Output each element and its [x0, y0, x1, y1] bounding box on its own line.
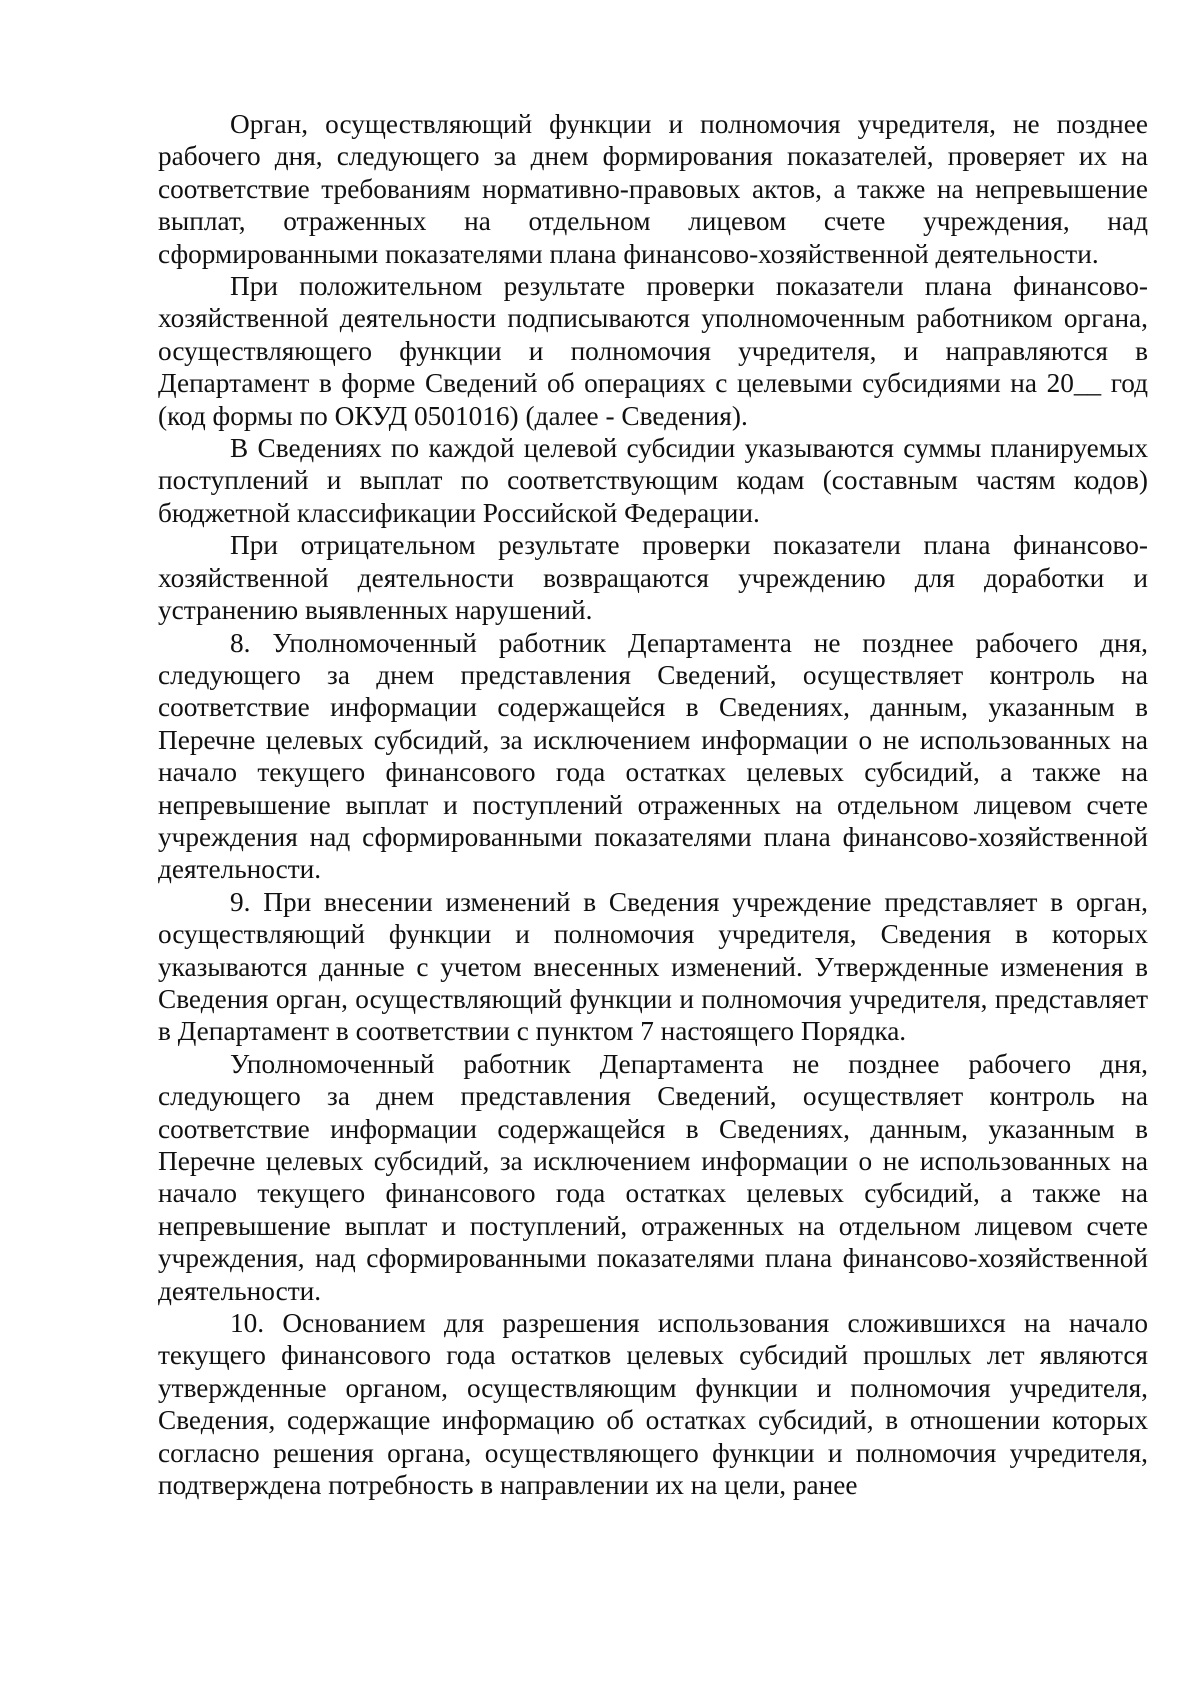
paragraph-6: 9. При внесении изменений в Сведения учреждение представляет в орган, осуществляющий функции и полномочия учредителя, Сведения в которых указываются данные с учетом внесенных изменений. Утвержденные изменения в Сведения орган, осуществляющий функции и полномочия учредителя, представляет в Департамент в соответствии с пунктом 7 настоящего Порядка.: [158, 886, 1148, 1047]
document-page: [158, 108, 1148, 1501]
paragraph-3: В Сведениях по каждой целевой субсидии указываются суммы планируемых поступлений и выплат по соответствующим кодам (составным частям кодов) бюджетной классификации Российской Федерации.: [158, 433, 1148, 528]
paragraph-1: Орган, осуществляющий функции и полномочия учредителя, не позднее рабочего дня, следующего за днем формирования показателей, проверяет их на соответствие требованиям нормативно-правовых актов, а также на непревышение выплат, отраженных на отдельном лицевом счете учреждения, над сформированными показателями плана финансово-хозяйственной деятельности.: [158, 109, 1148, 269]
paragraph-7: Уполномоченный работник Департамента не позднее рабочего дня, следующего за днем представления Сведений, осуществляет контроль на соответствие информации содержащейся в Сведениях, данным, указанным в Перечне целевых субсидий, за исключением информации о не использованных на начало текущего финансового года остатках целевых субсидий, а также на непревышение выплат и поступлений, отраженных на отдельном лицевом счете учреждения, над сформированными показателями плана финансово-хозяйственной деятельности.: [158, 1048, 1148, 1306]
paragraph-5: 8. Уполномоченный работник Департамента не позднее рабочего дня, следующего за днем представления Сведений, осуществляет контроль на соответствие информации содержащейся в Сведениях, данным, указанным в Перечне целевых субсидий, за исключением информации о не использованных на начало текущего финансового года остатках целевых субсидий, а также на непревышение выплат и поступлений отраженных на отдельном лицевом счете учреждения над сформированными показателями плана финансово-хозяйственной деятельности.: [158, 627, 1148, 885]
paragraph-4: При отрицательном результате проверки показатели плана финансово-хозяйственной деятельности возвращаются учреждению для доработки и устранению выявленных нарушений.: [158, 530, 1148, 626]
paragraph-2: При положительном результате проверки показатели плана финансово-хозяйственной деятельности подписываются уполномоченным работником органа, осуществляющего функции и полномочия учредителя, и направляются в Департамент в форме Сведений об операциях с целевыми субсидиями на 20__ год (код формы по ОКУД 0501016) (далее - Сведения).: [158, 271, 1148, 431]
paragraph-8: 10. Основанием для разрешения использования сложившихся на начало текущего финансового года остатков целевых субсидий прошлых лет являются утвержденные органом, осуществляющим функции и полномочия учредителя, Сведения, содержащие информацию об остатках субсидий, в отношении которых согласно решения органа, осуществляющего функции и полномочия учредителя, подтверждена потребность в направлении их на цели, ранее: [158, 1308, 1148, 1501]
